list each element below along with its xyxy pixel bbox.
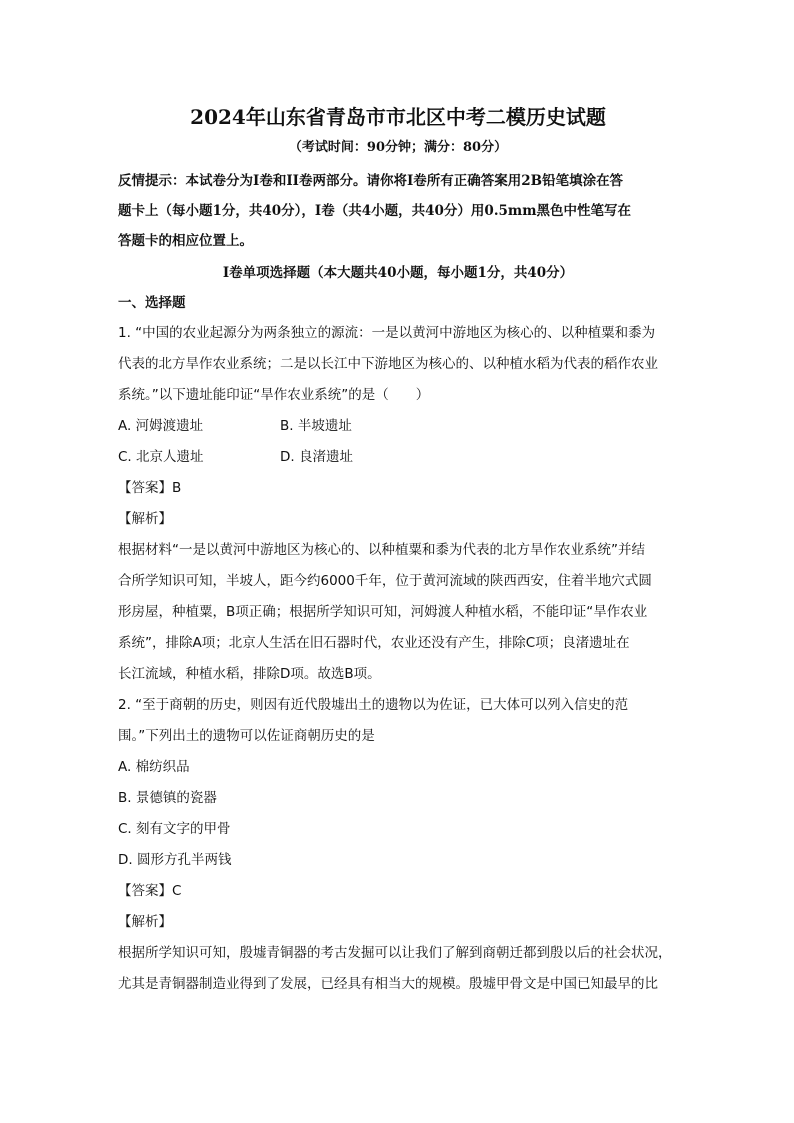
question-2-option-d: D. 圆形方孔半两钱 (118, 852, 232, 868)
question-2-analysis-line: 根据所学知识可知，殷墟青铜器的考古发掘可以让我们了解到商朝迁都到殷以后的社会状况， (118, 945, 672, 961)
section-heading: Ⅰ卷单项选择题（本大题共40小题，每小题1分，共40分） (222, 265, 574, 281)
question-1-stem-line: 1. “中国的农业起源分为两条独立的源流：一是以黄河中游地区为核心的、以种植粟和黍为 (118, 325, 656, 341)
question-1-option-c: C. 北京人遗址 (118, 449, 204, 465)
question-1-analysis-line: 合所学知识可知，半坡人，距今约6000千年，位于黄河流域的陕西西安，住着半地穴式圆 (118, 573, 652, 589)
question-1-analysis-label: 【解析】 (118, 511, 172, 527)
question-1-analysis-line: 长江流域，种植水稻，排除D项。故选B项。 (118, 666, 381, 682)
question-1-stem-line: 代表的北方旱作农业系统；二是以长江中下游地区为核心的、以种植水稻为代表的稻作农业 (118, 356, 658, 372)
question-1-options-row (118, 442, 678, 473)
question-1-analysis-line: 根据材料“一是以黄河中游地区为核心的、以种植粟和黍为代表的北方旱作农业系统”并结 (118, 542, 645, 558)
part-heading: 一、选择题 (118, 295, 186, 311)
notice-line-1: 反情提示：本试卷分为Ⅰ卷和II卷两部分。请你将Ⅰ卷所有正确答案用2B铅笔填涂在答 (118, 173, 624, 189)
question-1-answer: 【答案】B (118, 480, 182, 496)
notice-line-2: 题卡上（每小题1分，共40分），Ⅰ卷（共4小题，共40分）用0.5mm黑色中性笔写在 (118, 203, 631, 219)
question-2-analysis-label: 【解析】 (118, 914, 172, 930)
question-2-option-b: B. 景德镇的瓷器 (118, 790, 217, 806)
question-1-option-d: D. 良渚遗址 (280, 449, 353, 465)
question-1-analysis-line: 形房屋，种植粟，B项正确；根据所学知识可知，河姆渡人种植水稻，不能印证“旱作农业 (118, 604, 648, 620)
question-1 (118, 318, 678, 690)
exam-subtitle: （考试时间：90分钟；满分：80分） (288, 140, 508, 155)
question-1-option-b: B. 半坡遗址 (280, 418, 352, 434)
question-2-analysis-line: 尤其是青铜器制造业得到了发展，已经具有相当大的规模。殷墟甲骨文是中国已知最早的比 (118, 976, 658, 992)
question-2-answer: 【答案】C (118, 883, 182, 899)
question-1-options-row (118, 411, 678, 442)
question-2-stem-line: 2. “至于商朝的历史，则因有近代殷墟出土的遗物以为佐证，已大体可以列入信史的范 (118, 697, 629, 713)
question-2 (118, 690, 678, 1000)
notice-line-3: 答题卡的相应位置上。 (118, 233, 253, 249)
question-1-analysis-line: 系统”，排除A项；北京人生活在旧石器时代，农业还没有产生，排除C项；良渚遗址在 (118, 635, 630, 651)
exam-page (118, 100, 678, 1000)
question-2-option-a: A. 棉纺织品 (118, 759, 190, 775)
exam-notice (118, 166, 678, 256)
question-2-stem-line: 围。”下列出土的遗物可以佐证商朝历史的是 (118, 728, 375, 744)
question-1-stem-line: 系统。”以下遗址能印证“旱作农业系统”的是（ ） (118, 387, 430, 403)
exam-title: 2024年山东省青岛市市北区中考二模历史试题 (190, 105, 606, 129)
question-1-option-a: A. 河姆渡遗址 (118, 418, 204, 434)
question-2-option-c: C. 刻有文字的甲骨 (118, 821, 231, 837)
